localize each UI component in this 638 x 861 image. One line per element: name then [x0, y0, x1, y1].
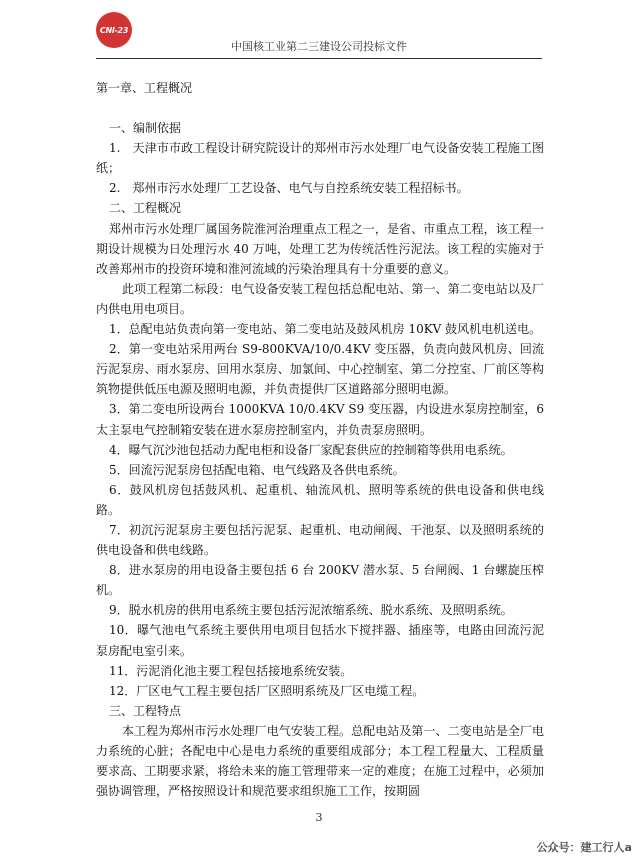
scope-item: 10．曝气池电气系统主要供用电项目包括水下搅拌器、插座等，电路由回流污泥泵房配电室引来。 — [96, 623, 544, 658]
watermark-text: 公众号：建工行人a — [536, 841, 632, 854]
header-title: 中国核工业第二三建设公司投标文件 — [231, 40, 407, 53]
overview-paragraph: 郑州市污水处理厂属国务院淮河治理重点工程之一，是省、市重点工程，该工程一期设计规模为日处理污水 40 万吨，处理工艺为传统活性污泥法。该工程的实施对于改善郑州市的投资环境和淮河流域的污染治理具有十分重要的意义。 — [96, 221, 544, 276]
basis-item: 1. 天津市市政工程设计研究院设计的郑州市污水处理厂电气设备安装工程施工图纸； — [96, 141, 544, 176]
scope-item: 11．污泥消化池主要工程包括接地系统安装。 — [109, 663, 353, 678]
scope-item: 7．初沉污泥泵房主要包括污泥泵、起重机、电动闸阀、干池泵、以及照明系统的供电设备和供电线路。 — [96, 522, 544, 558]
section-heading-basis: 一、编制依据 — [109, 121, 182, 136]
section-heading-features: 三、工程特点 — [109, 703, 182, 718]
scope-item: 9．脱水机房的供用电系统主要包括污泥浓缩系统、脱水系统、及照明系统。 — [109, 603, 513, 618]
scope-item: 3．第二变电所设两台 1000KVA 10/0.4KV S9 变压器，内设进水泵房控制室，6 太主泵电气控制箱安装在进水泵房控制室内，并负责泵房照明。 — [96, 402, 544, 437]
basis-item: 2. 郑州市污水处理厂工艺设备、电气与自控系统安装工程招标书。 — [109, 181, 469, 196]
scope-item: 4．曝气沉沙池包括动力配电柜和设备厂家配套供应的控制箱等供用电系统。 — [109, 442, 513, 457]
scope-item: 5．回流污泥泵房包括配电箱、电气线路及各供电系统。 — [109, 462, 405, 477]
page-number: 3 — [315, 811, 323, 824]
scope-item: 12．厂区电气工程主要包括厂区照明系统及厂区电缆工程。 — [109, 683, 425, 698]
scope-item: 2．第一变电站采用两台 S9-800KVA/10/0.4KV 变压器，负责向鼓风机房、回流污泥泵房、雨水泵房、回用水泵房、加氯间、中心控制室、第二分控室、厂前区等构筑物提供低压电源及照明电源，并负责提供厂区道路部分照明电源。 — [96, 342, 544, 397]
chapter-title: 第一章、工程概况 — [96, 81, 193, 95]
scope-item: 8．进水泵房的用电设备主要包括 6 台 200KV 潜水泵、5 台闸阀、1 台螺旋压榨机。 — [96, 563, 544, 598]
logo-text: CNI-23 — [99, 25, 129, 35]
document-body — [96, 60, 544, 801]
section-heading-overview: 二、工程概况 — [109, 201, 182, 216]
page-header — [96, 12, 542, 59]
scope-item: 6．鼓风机房包括鼓风机、起重机、轴流风机、照明等系统的供电设备和供电线路。 — [96, 482, 544, 517]
features-paragraph: 本工程为郑州市污水处理厂电气安装工程。总配电站及第一、二变电站是全厂电力系统的心脏；各配电中心是电力系统的重要组成部分；本工程工程量大、工程质量要求高、工期要求紧，将给未来的施工管理带来一定的难度；在施工过程中，必须加强协调管理，严格按照设计和规范要求组织施工工作，按期圆 — [96, 723, 544, 799]
scope-paragraph: 此项工程第二标段：电气设备安装工程包括总配电站、第一、第二变电站以及厂内供电用电项目。 — [96, 281, 544, 316]
scope-item: 1．总配电站负责向第一变电站、第二变电站及鼓风机房 10KV 鼓风机电机送电。 — [109, 322, 542, 337]
